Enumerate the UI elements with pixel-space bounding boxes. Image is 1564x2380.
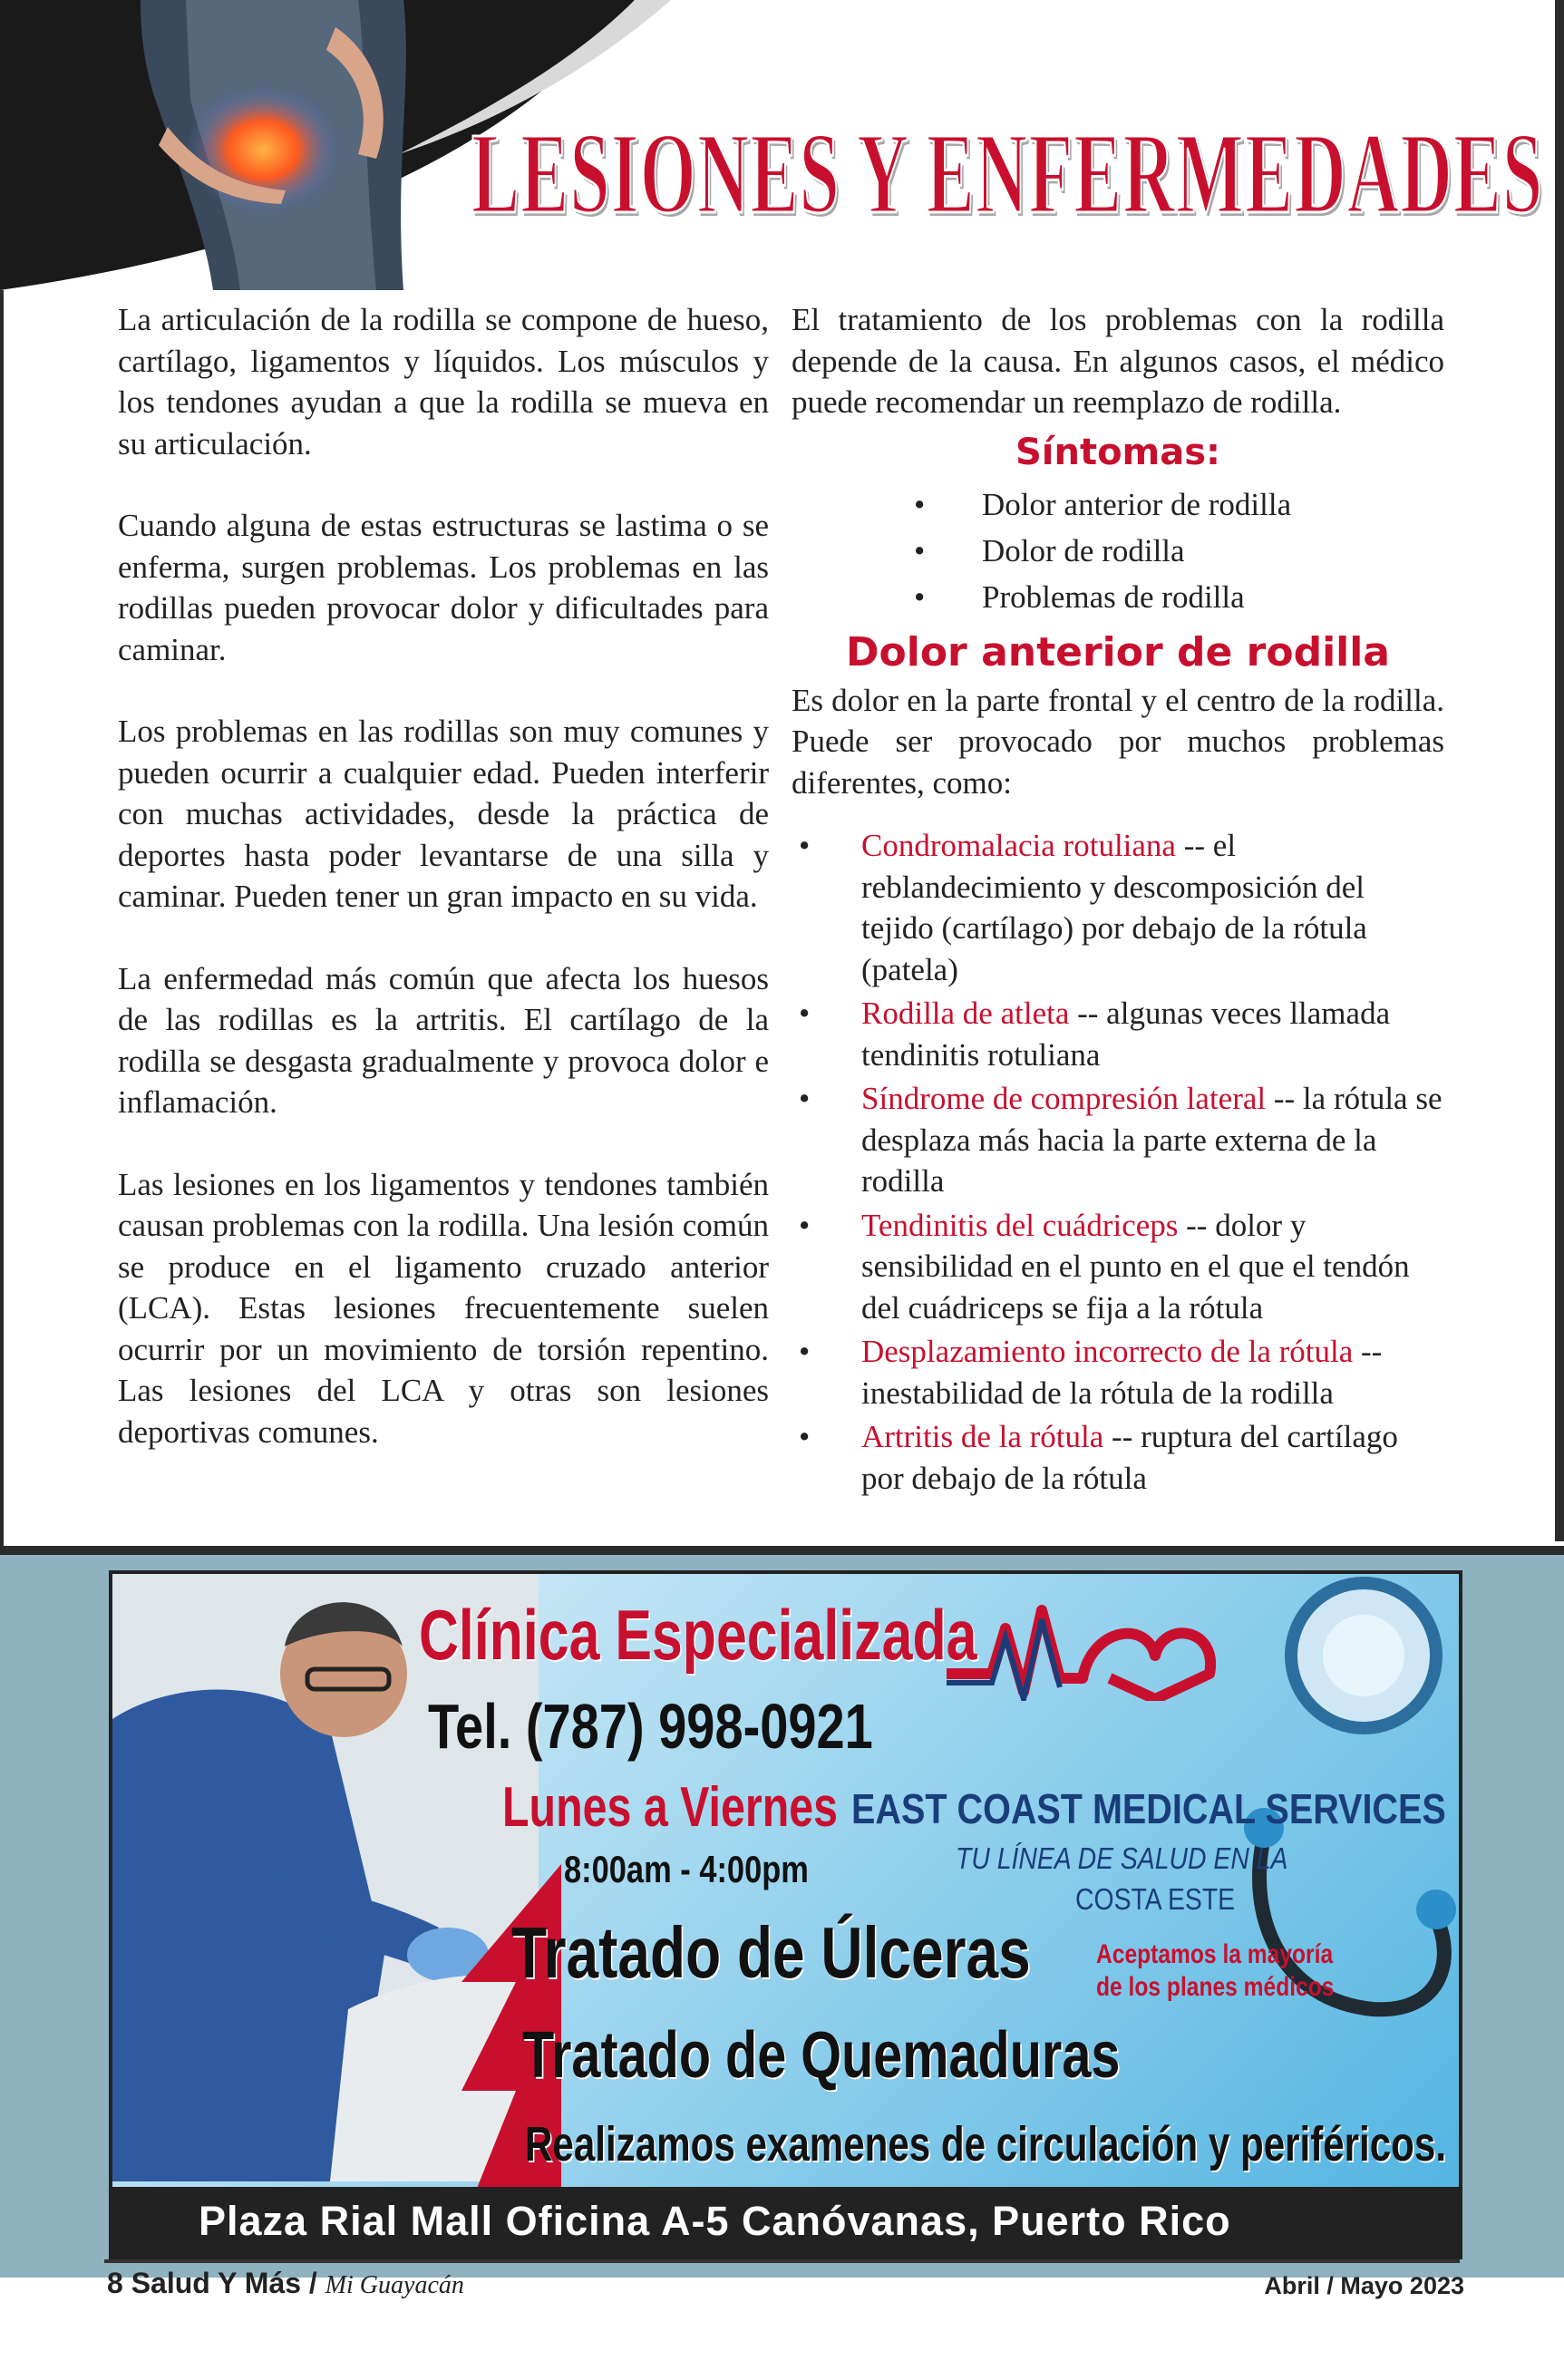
footer-left bbox=[107, 2267, 464, 2300]
list-item: • Dolor anterior de rodilla bbox=[914, 481, 1444, 528]
page-edge-right bbox=[1555, 0, 1564, 1541]
condition-desc: -- algunas veces llamada tendinitis rotuliana bbox=[861, 996, 1391, 1073]
list-item bbox=[792, 825, 1444, 990]
company-region: COSTA ESTE bbox=[1075, 1882, 1236, 1916]
section-heading: Dolor anterior de rodilla bbox=[845, 628, 1390, 675]
list-item bbox=[792, 1078, 1444, 1202]
company-name: EAST COAST MEDICAL SERVICES bbox=[851, 1785, 1446, 1832]
condition-desc: -- inestabilidad de la rótula de la rodilla bbox=[861, 1334, 1383, 1411]
left-column bbox=[118, 299, 769, 1493]
symptoms-heading: Síntomas: bbox=[1015, 431, 1221, 473]
brand-logo: Mi Guayacán bbox=[325, 2271, 464, 2299]
page-edge-left bbox=[0, 290, 4, 1550]
service-ulcers: Tratado de Úlceras bbox=[511, 1912, 1031, 1993]
heartbeat-icon bbox=[937, 1592, 1228, 1701]
clinic-address: Plaza Rial Mall Oficina A-5 Canóvanas, Puerto Rico bbox=[112, 2187, 1459, 2256]
page-number: 8 bbox=[107, 2267, 123, 2299]
stethoscope-icon bbox=[1228, 1574, 1459, 2191]
condition-desc: -- el reblandecimiento y descomposición del tejido (cartílago) por debajo de la rótula (patela) bbox=[861, 828, 1367, 987]
paragraph: Las lesiones en los ligamentos y tendones también causan problemas con la rodilla. Una lesión común se produce en el ligamento cruzado anterior (LCA). Estas lesiones frecuentemente suelen ocurrir por un movimiento de torsión repentino. Las lesiones del LCA y otras son lesiones deportivas comunes. bbox=[118, 1166, 769, 1450]
paragraph: La articulación de la rodilla se compone de hueso, cartílago, ligamentos y líquidos. Los músculos y los tendones ayudan a que la rodilla se mueva en su articulación. bbox=[118, 302, 769, 461]
service-burns: Tratado de Quemaduras bbox=[522, 2019, 1121, 2092]
clinic-hours: 8:00am - 4:00pm bbox=[564, 1848, 809, 1890]
treatment-paragraph: El tratamiento de los problemas con la rodilla depende de la causa. En algunos casos, el médico puede recomendar un reemplazo de rodilla. bbox=[792, 302, 1444, 420]
clinic-title: Clínica Especializada bbox=[419, 1595, 977, 1675]
clinic-days: Lunes a Viernes bbox=[502, 1776, 839, 1839]
condition-name: Condromalacia rotuliana bbox=[861, 828, 1176, 863]
service-circulation: Realizamos examenes de circulación y periféricos. bbox=[525, 2117, 1447, 2171]
page-title: LESIONES Y ENFERMEDADES bbox=[471, 109, 1544, 238]
footer-separator: / bbox=[308, 2267, 317, 2299]
knee-pain-photo bbox=[104, 0, 485, 290]
list-item bbox=[792, 993, 1444, 1075]
list-item bbox=[792, 1331, 1444, 1413]
paragraph: La enfermedad más común que afecta los huesos de las rodillas es la artritis. El cartílago de la rodilla se desgasta gradualmente y provoca dolor e inflamación. bbox=[118, 960, 769, 1120]
condition-name: Tendinitis del cuádriceps bbox=[861, 1207, 1179, 1243]
clinic-phone: Tel. (787) 998-0921 bbox=[428, 1691, 873, 1762]
clinic-advertisement bbox=[109, 1570, 1462, 2259]
condition-desc: -- ruptura del cartílago por debajo de la rótula bbox=[861, 1419, 1398, 1496]
magazine-name: Salud Y Más bbox=[131, 2267, 302, 2299]
condition-name: Desplazamiento incorrecto de la rótula bbox=[861, 1334, 1354, 1369]
condition-name: Rodilla de atleta bbox=[861, 996, 1070, 1031]
list-item: • Dolor de rodilla bbox=[914, 528, 1444, 574]
conditions-list bbox=[792, 825, 1444, 1499]
section-intro: Es dolor en la parte frontal y el centro de la rodilla. Puede ser provocado por muchos problemas diferentes, como: bbox=[792, 682, 1444, 801]
right-column bbox=[792, 299, 1444, 1501]
condition-name: Síndrome de compresión lateral bbox=[861, 1081, 1267, 1116]
paragraph: Los problemas en las rodillas son muy comunes y pueden ocurrir a cualquier edad. Pueden interferir con muchas actividades, desde la práctica de deportes hasta poder levantarse de una silla y caminar. Pueden tener un gran impacto en su vida. bbox=[118, 714, 769, 914]
condition-name: Artritis de la rótula bbox=[861, 1419, 1104, 1454]
footer-rule bbox=[104, 2259, 1460, 2263]
symptoms-list bbox=[792, 481, 1444, 620]
insurance-note: Aceptamos la mayoría de los planes médicos bbox=[1096, 1939, 1335, 2002]
list-item bbox=[792, 1205, 1444, 1329]
condition-desc: -- la rótula se desplaza más hacia la parte externa de la rodilla bbox=[861, 1081, 1443, 1199]
list-item: • Problemas de rodilla bbox=[914, 574, 1444, 620]
header bbox=[0, 0, 1564, 299]
issue-date: Abril / Mayo 2023 bbox=[1264, 2272, 1464, 2299]
company-tagline: TU LÍNEA DE SALUD EN LA bbox=[956, 1841, 1288, 1875]
list-item bbox=[792, 1416, 1444, 1499]
condition-desc: -- dolor y sensibilidad en el punto en el que el tendón del cuádriceps se fija a la rótula bbox=[861, 1207, 1410, 1326]
paragraph: Cuando alguna de estas estructuras se lastima o se enferma, surgen problemas. Los problemas en las rodillas pueden provocar dolor y dificultades para caminar. bbox=[118, 508, 769, 667]
